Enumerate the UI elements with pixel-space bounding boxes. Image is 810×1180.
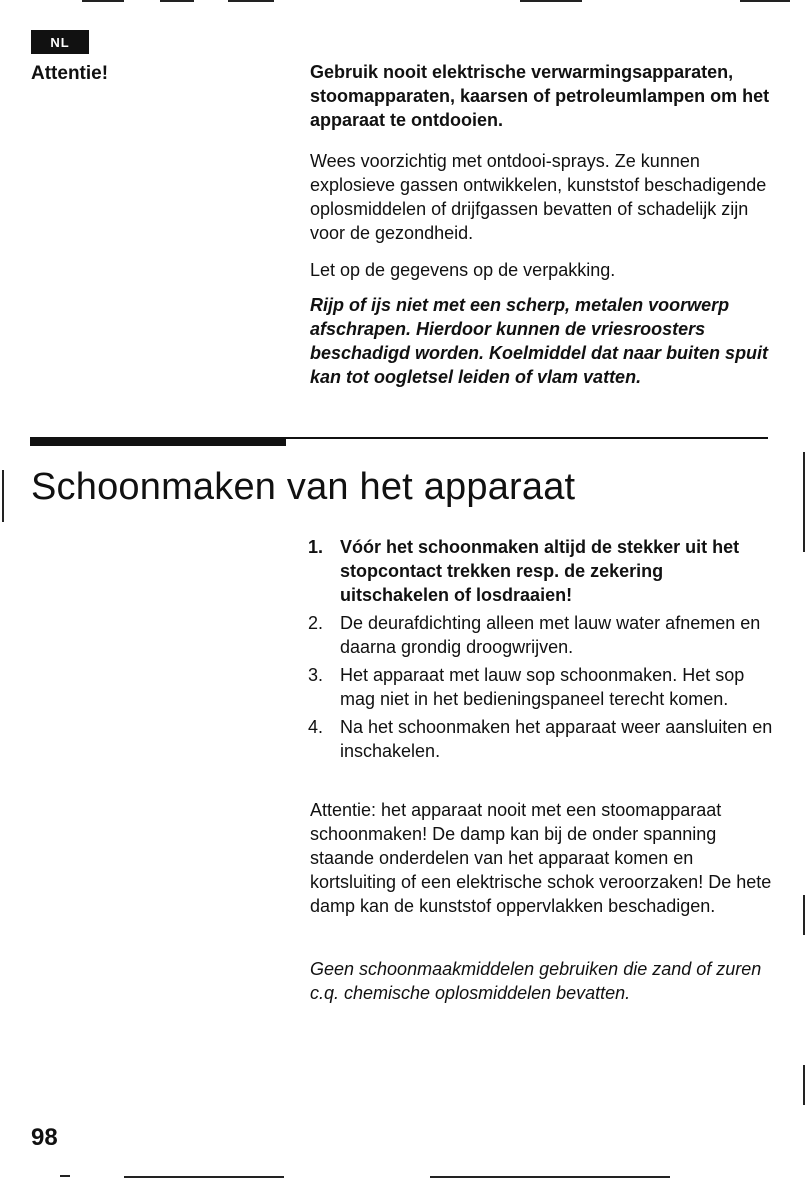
step-item [308, 715, 774, 763]
step-item [308, 663, 774, 711]
step-text: Vóór het schoonmaken altijd de stekker uit het stopcontact trekken resp. de zekering uitschakelen of losdraaien! [340, 537, 740, 605]
step-text: Na het schoonmaken het apparaat weer aansluiten en inschakelen. [340, 717, 773, 761]
scan-artifact [520, 0, 582, 2]
section-divider-thick [30, 437, 286, 446]
spray-caution [310, 149, 772, 245]
steam-warning-text: Attentie: het apparaat nooit met een stoomapparaat schoonmaken! De damp kan bij de onder spanning staande onderdelen van het apparaat komen en kortsluiting of een elektrische schok veroorzaken! De hete damp kan de kunststof oppervlakken beschadigen. [310, 800, 772, 916]
scan-artifact [803, 1065, 805, 1105]
steam-warning [310, 798, 772, 918]
scan-artifact [228, 0, 274, 2]
step-item [308, 535, 774, 607]
scan-artifact [60, 1175, 70, 1177]
attention-heading: Attentie! [31, 63, 109, 84]
packaging-note [310, 258, 772, 282]
scan-artifact [160, 0, 194, 2]
cleaning-steps [308, 535, 774, 767]
scan-artifact [2, 470, 4, 522]
scan-artifact [740, 0, 790, 2]
page-number: 98 [31, 1124, 58, 1151]
language-badge: NL [31, 30, 89, 54]
defrost-warning [310, 60, 772, 132]
step-text: Het apparaat met lauw sop schoonmaken. Het sop mag niet in het bedieningspaneel terecht komen. [340, 665, 745, 709]
step-number: 3. [308, 665, 324, 685]
step-number: 1. [308, 537, 324, 557]
packaging-note-text: Let op de gegevens op de verpakking. [310, 260, 616, 280]
defrost-warning-text: Gebruik nooit elektrische verwarmingsapparaten, stoomapparaten, kaarsen of petroleumlampen om het apparaat te ontdooien. [310, 62, 770, 130]
ice-scraping-warning-text: Rijp of ijs niet met een scherp, metalen voorwerp afschrapen. Hierdoor kunnen de vriesroosters beschadigd worden. Koelmiddel dat naar buiten spuit kan tot oogletsel leiden of vlam vatten. [310, 295, 769, 387]
step-text: De deurafdichting alleen met lauw water afnemen en daarna grondig droogwrijven. [340, 613, 761, 657]
step-number: 4. [308, 717, 324, 737]
section-divider-thin [286, 437, 768, 439]
cleaner-note [310, 957, 772, 1005]
scan-artifact [82, 0, 124, 2]
spray-caution-text: Wees voorzichtig met ontdooi-sprays. Ze kunnen explosieve gassen ontwikkelen, kunststof beschadigende oplosmiddelen of drijfgassen bevatten of schadelijk zijn voor de gezondheid. [310, 151, 767, 243]
ice-scraping-warning [310, 293, 772, 389]
section-title: Schoonmaken van het apparaat [31, 466, 576, 508]
scan-artifact [430, 1176, 670, 1178]
step-item [308, 611, 774, 659]
cleaner-note-text: Geen schoonmaakmiddelen gebruiken die zand of zuren c.q. chemische oplosmiddelen bevatten. [310, 959, 762, 1003]
scan-artifact [124, 1176, 284, 1178]
step-number: 2. [308, 613, 324, 633]
scan-artifact [803, 452, 805, 552]
scan-artifact [803, 895, 805, 935]
